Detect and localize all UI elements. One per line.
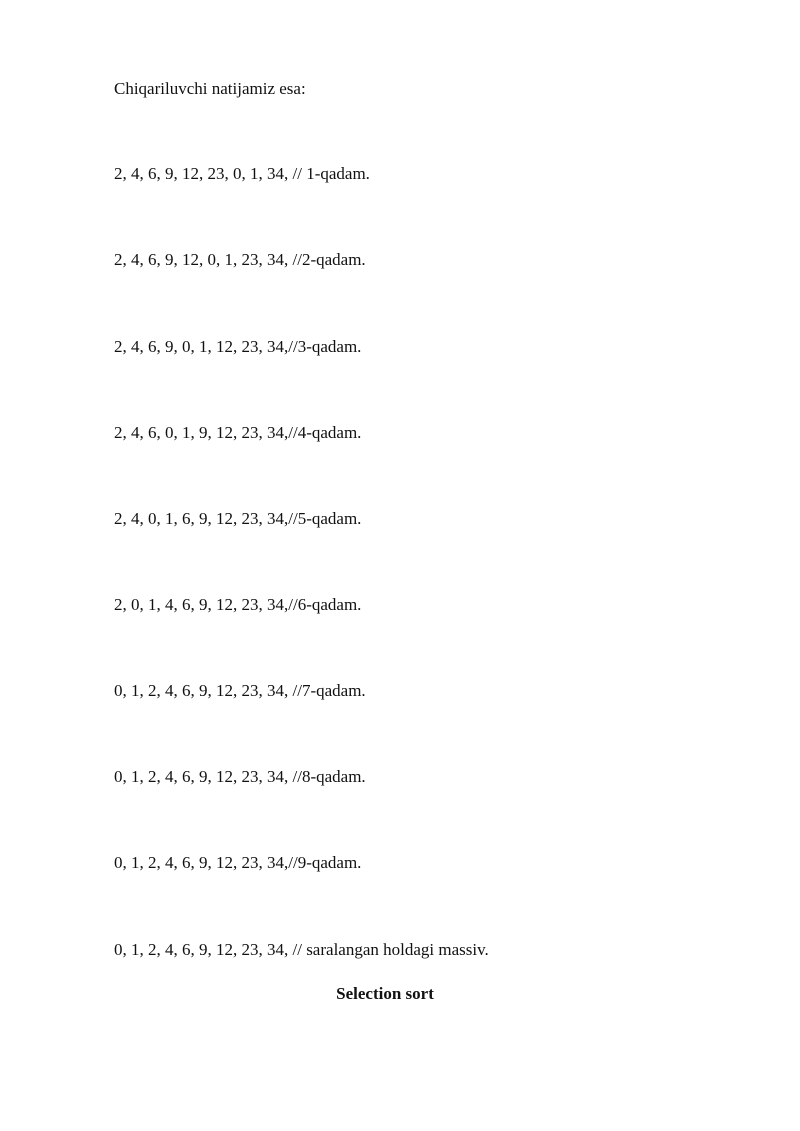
step-line-5: 2, 4, 0, 1, 6, 9, 12, 23, 34,//5-qadam. [114, 509, 362, 528]
step-line-1: 2, 4, 6, 9, 12, 23, 0, 1, 34, // 1-qadam. [114, 164, 370, 183]
step-line-9: 0, 1, 2, 4, 6, 9, 12, 23, 34,//9-qadam. [114, 853, 362, 872]
step-line-7: 0, 1, 2, 4, 6, 9, 12, 23, 34, //7-qadam. [114, 681, 366, 700]
step-line-3: 2, 4, 6, 9, 0, 1, 12, 23, 34,//3-qadam. [114, 337, 362, 356]
step-line-8: 0, 1, 2, 4, 6, 9, 12, 23, 34, //8-qadam. [114, 767, 366, 786]
intro-text: Chiqariluvchi natijamiz esa: [114, 79, 306, 98]
sorted-result-line: 0, 1, 2, 4, 6, 9, 12, 23, 34, // saralangan holdagi massiv. [114, 940, 489, 959]
step-line-4: 2, 4, 6, 0, 1, 9, 12, 23, 34,//4-qadam. [114, 423, 362, 442]
step-line-6: 2, 0, 1, 4, 6, 9, 12, 23, 34,//6-qadam. [114, 595, 362, 614]
section-heading: Selection sort [336, 984, 434, 1003]
step-line-2: 2, 4, 6, 9, 12, 0, 1, 23, 34, //2-qadam. [114, 250, 366, 269]
